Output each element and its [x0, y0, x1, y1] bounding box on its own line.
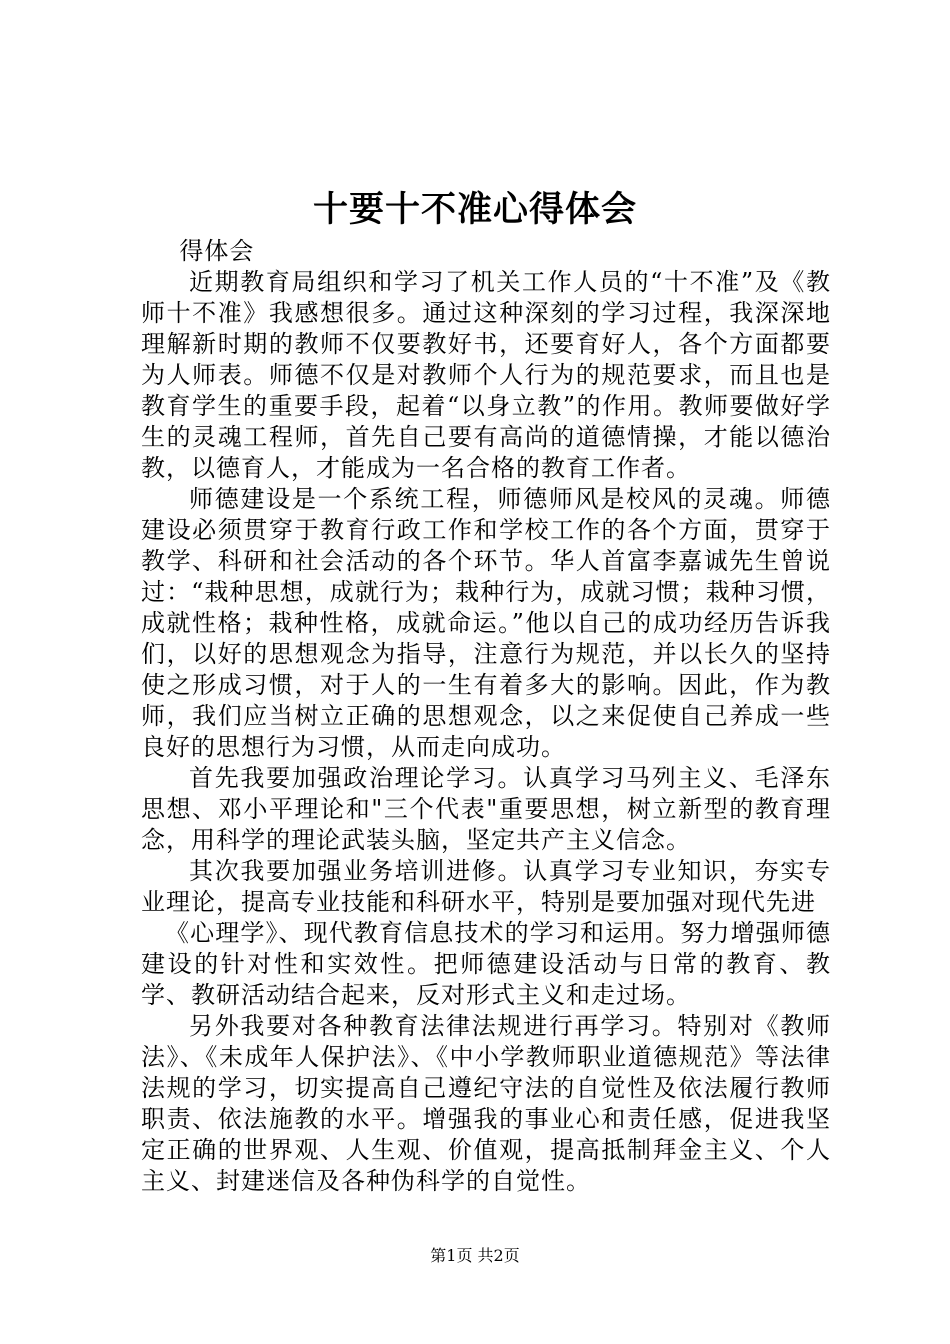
- paragraph-political-study: 首先我要加强政治理论学习。认真学习马列主义、毛泽东思想、邓小平理论和"三个代表"重要思想，树立新型的教育理念，用科学的理论武装头脑，坚定共产主义信念。: [141, 764, 831, 854]
- document-title: 十要十不准心得体会: [312, 189, 637, 230]
- paragraph-intro: 近期教育局组织和学习了机关工作人员的“十不准”及《教师十不准》我感想很多。通过这种深刻的学习过程，我深深地理解新时期的教师不仅要教好书，还要育好人，各个方面都要为人师表。师德不仅是对教师个人行为的规范要求，而且也是教育学生的重要手段，起着“以身立教”的作用。教师要做好学生的灵魂工程师，首先自己要有高尚的道德情操，才能以德治教，以德育人，才能成为一名合格的教育工作者。: [141, 268, 831, 482]
- paragraph-law-study: 另外我要对各种教育法律法规进行再学习。特别对《教师法》、《未成年人保护法》、《中小学教师职业道德规范》等法律法规的学习，切实提高自己遵纪守法的自觉性及依法履行教师职责、依法施教的水平。增强我的事业心和责任感，促进我坚定正确的世界观、人生观、价值观，提高抵制拜金主义、个人主义、封建迷信及各种伪科学的自觉性。: [141, 1012, 831, 1195]
- paragraph-psychology-technology: 《心理学》、现代教育信息技术的学习和运用。努力增强师德建设的针对性和实效性。把师德建设活动与日常的教育、教学、教研活动结合起来，反对形式主义和走过场。: [141, 919, 831, 1009]
- page-number-footer: 第1页 共2页: [430, 1246, 520, 1265]
- paragraph-ethics-building: 师德建设是一个系统工程，师德师风是校风的灵魂。师德建设必须贯穿于教育行政工作和学校工作的各个方面，贯穿于教学、科研和社会活动的各个环节。华人首富李嘉诚先生曾说过：“栽种思想，成就行为；栽种行为，成就习惯；栽种习惯，成就性格；栽种性格，成就命运。”他以自己的成功经历告诉我们，以好的思想观念为指导，注意行为规范，并以长久的坚持使之形成习惯，对于人的一生有着多大的影响。因此，作为教师，我们应当树立正确的思想观念，以之来促使自己养成一些良好的思想行为习惯，从而走向成功。: [141, 485, 831, 761]
- document-body: [141, 236, 831, 1197]
- subheading: 得体会: [179, 237, 255, 265]
- paragraph-professional-training: 其次我要加强业务培训进修。认真学习专业知识，夯实专业理论，提高专业技能和科研水平，特别是要加强对现代先进: [141, 857, 831, 916]
